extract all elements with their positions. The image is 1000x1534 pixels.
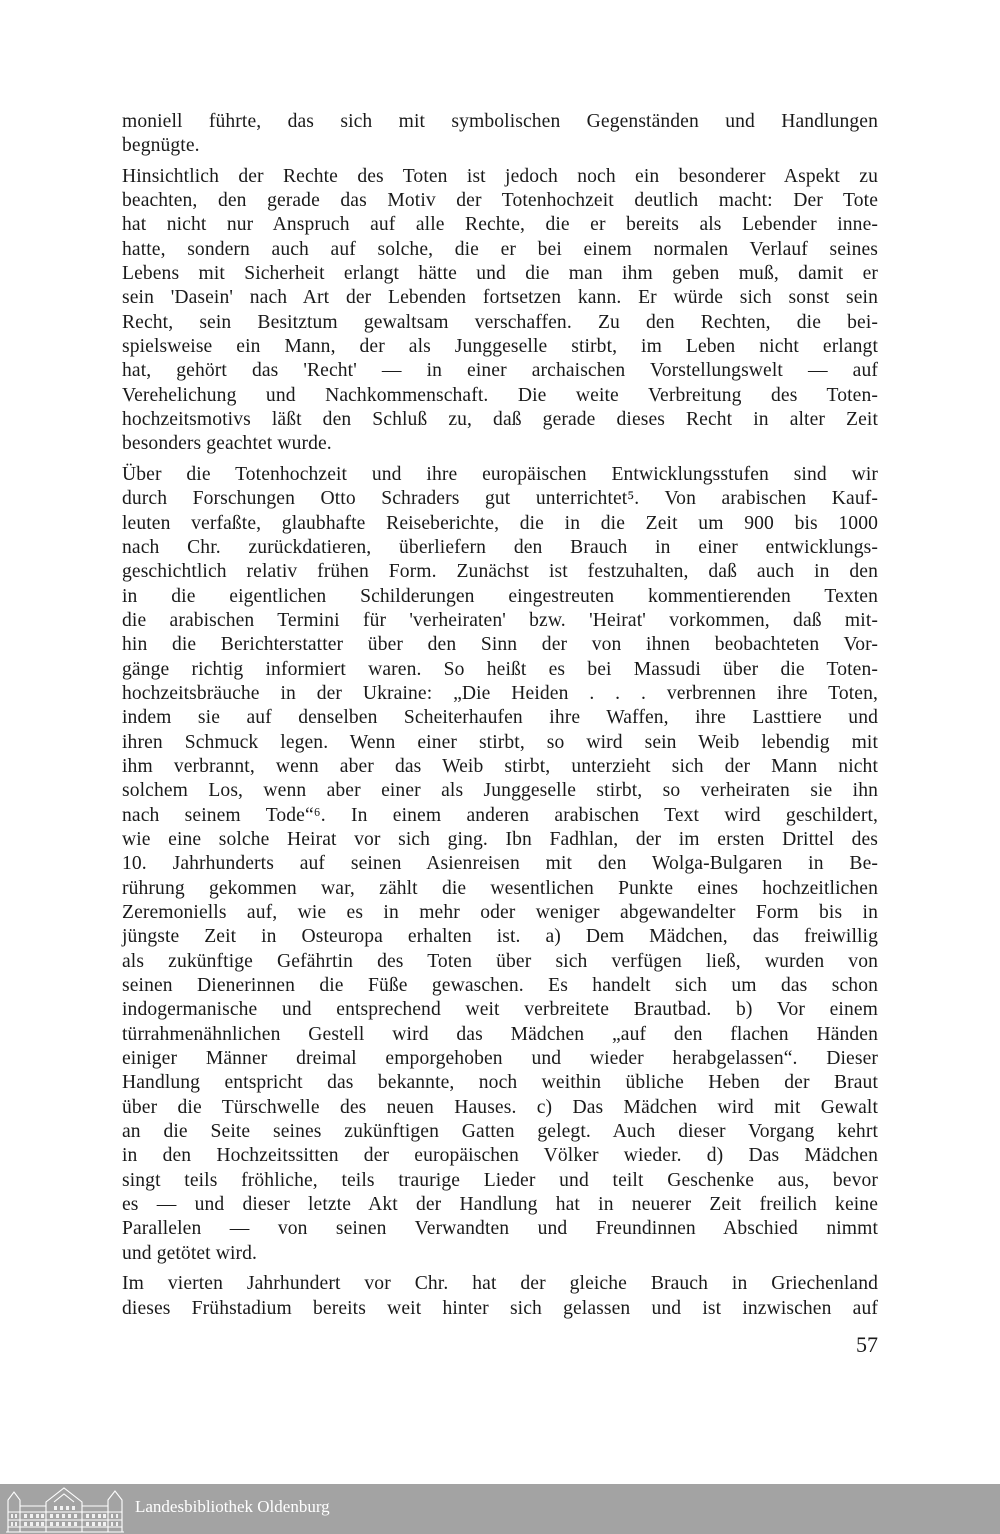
paragraph	[122, 1272, 878, 1321]
text-line: Über die Totenhochzeit und ihre europäischen Entwicklungsstufen sind wir	[122, 463, 878, 485]
text-line: hat, gehört das 'Recht' — in einer archaischen Vorstellungswelt — auf	[122, 360, 878, 382]
text-line: die arabischen Termini für 'verheiraten' bzw. 'Heirat' vorkommen, daß mit-	[122, 609, 878, 631]
text-line: begnügte.	[122, 135, 200, 157]
text-line: moniell führte, das sich mit symbolischen Gegenständen und Handlungen	[122, 111, 878, 132]
text-line: nach Chr. zurückdatieren, überliefern den Brauch in einer entwicklungs-	[122, 536, 878, 558]
text-line: indem sie auf denselben Scheiterhaufen ihre Waffen, ihre Lasttiere und	[122, 707, 878, 729]
text-line: leuten verfaßte, glaubhafte Reiseberichte, die in die Zeit um 900 bis 1000	[122, 512, 878, 534]
text-line: Handlung entspricht das bekannte, noch weithin übliche Heben der Braut	[122, 1072, 878, 1094]
text-line: hatte, sondern auch auf solche, die er bei einem normalen Verlauf seines	[122, 238, 878, 260]
page-body	[122, 110, 878, 1327]
text-line: Parallelen — von seinen Verwandten und Freundinnen Abschied nimmt	[122, 1218, 878, 1240]
footer-bar	[0, 1484, 1000, 1534]
text-line: durch Forschungen Otto Schraders gut unterrichtet⁵. Von arabischen Kauf-	[122, 488, 878, 510]
text-line: in den Hochzeitssitten der europäischen Völker wieder. d) Das Mädchen	[122, 1145, 878, 1167]
text-line: Im vierten Jahrhundert vor Chr. hat der gleiche Brauch in Griechenland	[122, 1273, 878, 1295]
text-line: indogermanische und entsprechend weit verbreitete Brautbad. b) Vor einem	[122, 999, 878, 1021]
text-line: es — und dieser letzte Akt der Handlung hat in neuerer Zeit freilich keine	[122, 1194, 878, 1216]
text-line: nach seinem Tode“⁶. In einem anderen arabischen Text wird geschildert,	[122, 804, 878, 826]
text-line: solchem Los, wenn aber einer als Junggeselle stirbt, so verheiraten sie ihn	[122, 780, 878, 802]
text-line: hochzeitsmotivs läßt den Schluß zu, daß gerade dieses Recht in alter Zeit	[122, 409, 878, 431]
text-line: sein 'Dasein' nach Art der Lebenden fortsetzen kann. Er würde sich sonst sein	[122, 287, 878, 309]
text-line: in die eigentlichen Schilderungen eingestreuten kommentierenden Texten	[122, 585, 878, 607]
library-name: Landesbibliothek Oldenburg	[135, 1497, 330, 1516]
text-line: spielsweise ein Mann, der als Junggeselle stirbt, im Leben nicht erlangt	[122, 336, 878, 358]
text-line: besonders geachtet wurde.	[122, 433, 332, 455]
paragraph	[122, 165, 878, 457]
paragraph	[122, 463, 878, 1266]
text-line: hochzeitsbräuche in der Ukraine: „Die Heiden . . . verbrennen ihre Toten,	[122, 682, 878, 704]
text-line: türrahmenähnlichen Gestell wird das Mädchen „auf den flachen Händen	[122, 1023, 878, 1045]
text-line: rührung gekommen war, zählt die wesentlichen Punkte eines hochzeitlichen	[122, 877, 878, 899]
text-line: an die Seite seines zukünftigen Gatten gelegt. Auch dieser Vorgang kehrt	[122, 1121, 878, 1143]
page-number: 57	[856, 1332, 878, 1357]
text-line: über die Türschwelle des neuen Hauses. c) Das Mädchen wird mit Gewalt	[122, 1096, 878, 1118]
text-line: hat nicht nur Anspruch auf alle Rechte, die er bereits als Lebender inne-	[122, 214, 878, 236]
text-line: geschichtlich relativ frühen Form. Zunächst ist festzuhalten, daß auch in den	[122, 561, 878, 583]
text-line: dieses Frühstadium bereits weit hinter sich gelassen und ist inzwischen auf	[122, 1297, 878, 1319]
text-line: und getötet wird.	[122, 1242, 258, 1264]
library-building-icon	[4, 1486, 126, 1534]
text-line: ihren Schmuck legen. Wenn einer stirbt, so wird sein Weib lebendig mit	[122, 731, 878, 753]
text-line: Verehelichung und Nachkommenschaft. Die weite Verbreitung des Toten-	[122, 384, 878, 406]
text-line: ihm verbrannt, wenn aber das Weib stirbt, unterzieht sich der Mann nicht	[122, 755, 878, 777]
paragraph	[122, 110, 878, 159]
text-line: Recht, sein Besitztum gewaltsam verschaffen. Zu den Rechten, die bei-	[122, 311, 878, 333]
text-line: seinen Dienerinnen die Füße gewaschen. Es handelt sich um das schon	[122, 975, 878, 997]
text-line: jüngste Zeit in Osteuropa erhalten ist. a) Dem Mädchen, das freiwillig	[122, 926, 878, 948]
text-line: singt teils fröhliche, teils traurige Lieder und teilt Geschenke aus, bevor	[122, 1169, 878, 1191]
text-line: gänge richtig informiert waren. So heißt es bei Massudi über die Toten-	[122, 658, 878, 680]
text-line: Zeremoniells auf, wie es in mehr oder weniger abgewandelter Form bis in	[122, 902, 878, 923]
text-line: einiger Männer dreimal emporgehoben und wieder herabgelassen“. Dieser	[122, 1048, 878, 1070]
text-line: 10. Jahrhunderts auf seinen Asienreisen mit den Wolga-Bulgaren in Be-	[122, 853, 878, 875]
text-line: Lebens mit Sicherheit erlangt hätte und die man ihm geben muß, damit er	[122, 263, 878, 285]
text-line: beachten, den gerade das Motiv der Totenhochzeit deutlich macht: Der Tote	[122, 190, 878, 212]
text-line: hin die Berichterstatter über den Sinn der von ihnen beobachteten Vor-	[122, 634, 878, 656]
text-line: als zukünftige Gefährtin des Toten über sich verfügen ließ, wurden von	[122, 950, 878, 972]
text-line: Hinsichtlich der Rechte des Toten ist jedoch noch ein besonderer Aspekt zu	[122, 165, 878, 187]
text-line: wie eine solche Heirat vor sich ging. Ibn Fadhlan, der im ersten Drittel des	[122, 828, 878, 850]
